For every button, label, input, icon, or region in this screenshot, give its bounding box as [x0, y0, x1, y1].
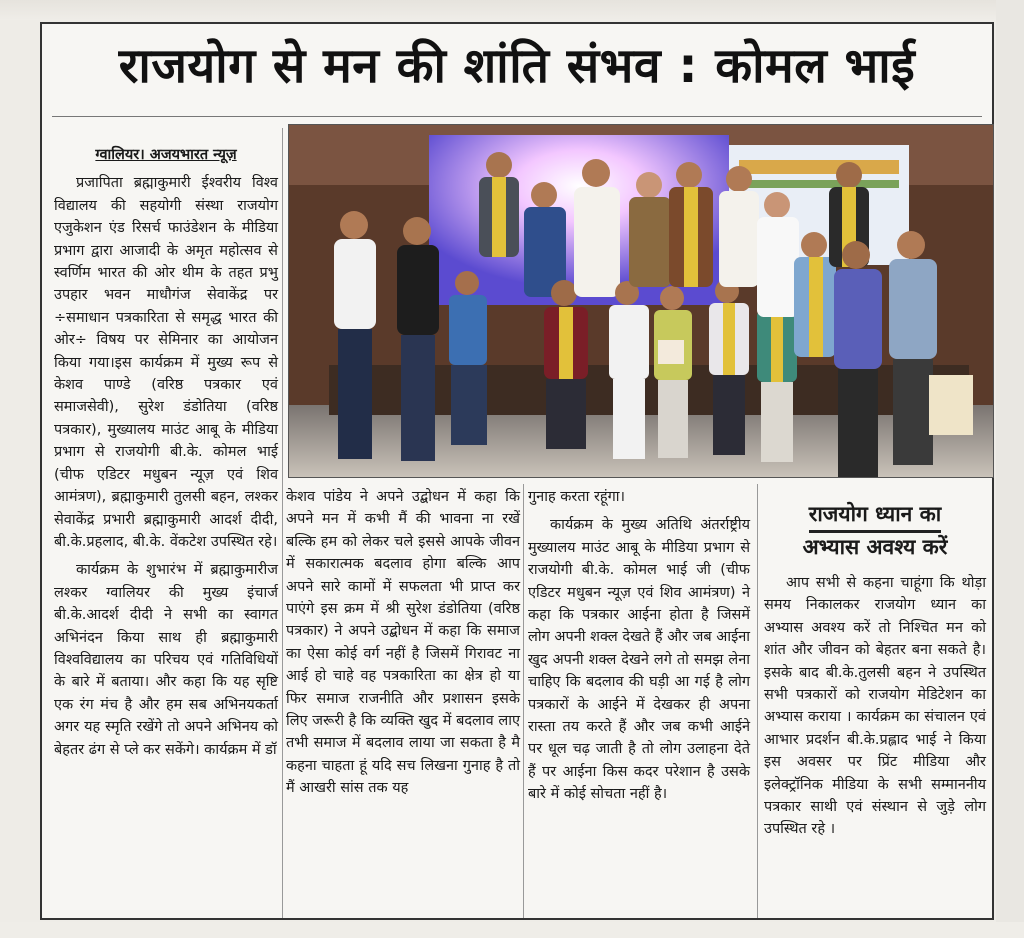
subheading [764, 500, 986, 560]
adjacent-column-bleed [996, 0, 1024, 938]
subheading-line-2: अभ्यास अवश्य करें [802, 535, 948, 559]
article-column-3 [528, 486, 750, 812]
article-headline: राजयोग से मन की शांति संभव : कोमल भाई [118, 38, 916, 94]
column-divider [523, 484, 524, 918]
adjacent-page-bottom [0, 922, 1024, 938]
dateline: ग्वालियर। अजयभारत न्यूज़ [95, 147, 237, 163]
paragraph: गुनाह करता रहूंगा। [528, 489, 626, 505]
paragraph: कार्यक्रम के शुभारंभ में ब्रह्माकुमारीज लश्कर ग्वालियर की मुख्य इंचार्ज बी.के.आदर्श दीदी ने सभी का स्वागत अभिनंदन किया साथ ही ब्रह्माकुमारी विश्वविद्यालय का परिचय एवं गतिविधियों के बारे में बताया। और कहा कि यह सृष्टि एक रंग मंच है और हम सब अभिनयकर्ता अगर यह स्मृति रखेंगे तो अपने अभिनय को बेहतर ढंग से प्ले कर सकेंगे। कार्यक्रम में डॉ [54, 562, 278, 758]
paragraph: आप सभी से कहना चाहूंगा कि थोड़ा समय निकालकर राजयोग ध्यान का अभ्यास अवश्य करें तो निश्चित मन को शांत और जीवन को बेहतर बना सकते है। इसके बाद बी.के.तुलसी बहन ने उपस्थित सभी पत्रकारों को राजयोग मेडिटेशन का अभ्यास कराया । कार्यक्रम का संचालन एवं आभार प्रदर्शन बी.के.प्रह्लाद भाई ने किया इस अवसर पर प्रिंट मीडिया और इलेक्ट्रॉनिक मीडिया के सभी सम्माननीय पत्रकार साथी एवं संस्थान से जुड़े लोग उपस्थित रहे । [764, 575, 986, 838]
adjacent-page-strip [0, 0, 1024, 20]
subheading-line-1: राजयोग ध्यान का [809, 500, 941, 533]
news-article [40, 22, 994, 920]
event-group-photo [288, 124, 994, 478]
column-divider [757, 484, 758, 918]
article-column-1 [54, 144, 278, 767]
article-column-4 [764, 572, 986, 847]
article-column-2 [286, 486, 520, 806]
headline-rule [52, 116, 982, 117]
paragraph: प्रजापिता ब्रह्माकुमारी ईश्वरीय विश्व विद्यालय की सहयोगी संस्था राजयोग एजुकेशन एंड रिसर्च फाउंडेशन के मीडिया प्रभाग द्वारा आजादी के अमृत महोत्सव से स्वर्णिम भारत की ओर थीम के तहत प्रभु उपहार भवन माधौगंज सेवाकेंद्र पर ÷समाधान पत्रकारिता से समृद्ध भारत की ओर÷ विषय पर सेमिनार का आयोजन किया गया।इस कार्यक्रम में मुख्य रूप से केशव पाण्डे (वरिष्ठ पत्रकार एवं समाजसेवी), सुरेश डंडोतिया (वरिष्ठ पत्रकार), मुख्यालय माउंट आबू के मीडिया प्रभाग से राजयोगी बी.के. कोमल भाई (चीफ एडिटर मधुबन न्यूज़ एवं शिव आमंत्रण), ब्रह्माकुमारी तुलसी बहन, लश्कर सेवाकेंद्र प्रभारी ब्रह्माकुमारी आदर्श दीदी, बी.के.प्रहलाद, बी.के. वेंकटेश उपस्थित रहे। [54, 175, 278, 550]
column-divider [282, 128, 283, 918]
paragraph: कार्यक्रम के मुख्य अतिथि अंतर्राष्ट्रीय मुख्यालय माउंट आबू के मीडिया प्रभाग से राजयोगी बी.के. कोमल भाई जी (चीफ एडिटर मधुबन न्यूज़ एवं शिव आमंत्रण) ने कहा कि पत्रकार आईना होता है जिसमें लोग अपनी शक्ल देखते हैं और जब आईना खुद अपनी शक्ल देखने लगे तो समझ लेना चाहिए कि बदलाव की घड़ी आ गई है लोग पत्रकारों के आईने में देखकर ही अपना रास्ता तय करते हैं और जब कभी आईने पर धूल चढ़ जाती है तो लोग उलाहना देते हैं पर आईना किस कदर परेशान है उसके बारे में कोई सोचता नहीं है। [528, 517, 750, 803]
paragraph: केशव पांडेय ने अपने उद्बोधन में कहा कि अपने मन में कभी मैं की भावना ना रखें बल्कि हम को लेकर चले इससे आपके जीवन में सकारात्मक बदलाव होगा बल्कि आप अपने सारे कामों में सफलता भी प्राप्त कर पाएंगे इस क्रम में श्री सुरेश डंडोतिया (वरिष्ठ पत्रकार) ने अपने उद्बोधन में कहा कि समाज का ऐसा कोई वर्ग नहीं है जिसमें गिरावट ना आई हो चाहे वह पत्रकारिता का क्षेत्र हो या फिर समाज राजनीति और प्रशासन इसके लिए जरूरी है कि व्यक्ति खुद में बदलाव लाए तभी समाज में बदलाव लाया जा सकता है मै कहना चाहता हूं यदि सच लिखना गुनाह है तो मैं आखरी सांस तक यह [286, 489, 520, 797]
